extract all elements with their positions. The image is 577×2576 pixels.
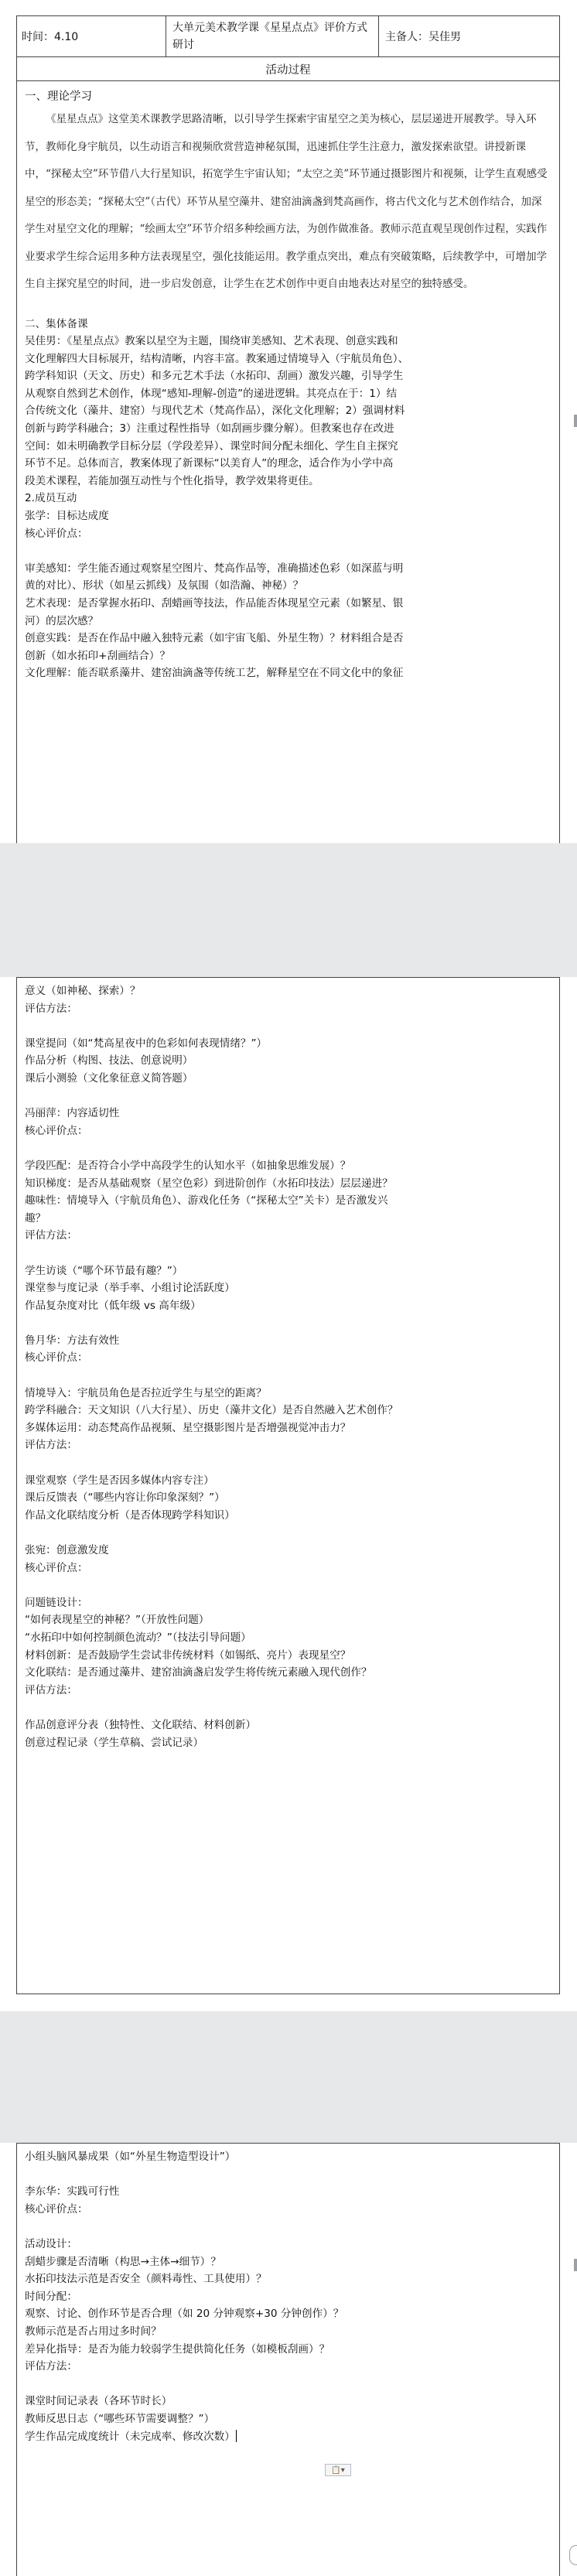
- practicality-lines: [25, 2148, 551, 2445]
- text-line: 意义（如神秘、探索）？: [25, 985, 141, 997]
- prep-lines: [25, 316, 551, 682]
- text-line: 教师反思日志（“哪些环节需要调整？”）: [25, 2412, 215, 2425]
- text-line: [25, 1577, 551, 1594]
- text-line: 合传统文化（藻井、建窑）与现代艺术（梵高作品），深化文化理解；2）强调材料: [25, 405, 405, 418]
- text-line: 跨学科知识（天文、历史）和多元艺术手法（水拓印、刮画）激发兴趣，引导学生: [25, 370, 404, 383]
- text-line: 审美感知：学生能否通过观察星空图片、梵高作品等，准确描述色彩（如深蓝与明: [25, 562, 404, 575]
- text-line: 水拓印技法示范是否安全（颜料毒性、工具使用）？: [25, 2273, 267, 2286]
- text-line: [25, 1245, 551, 1262]
- text-line: 作品复杂度对比（低年级 vs 高年级）: [25, 1299, 201, 1312]
- theory-section: [25, 106, 551, 299]
- text-line: 多媒体运用：动态梵高作品视频、星空摄影图片是否增强视觉冲击力？: [25, 1421, 351, 1434]
- text-line: 核心评价点：: [25, 2202, 88, 2216]
- text-line: 鲁月华：方法有效性: [25, 1334, 120, 1347]
- time-cell[interactable]: 时间：4.10: [22, 31, 79, 43]
- text-line: 文化理解四大目标展开，结构清晰，内容丰富。教案通过情境导入（宇航员角色）、: [25, 352, 409, 365]
- text-line: 趣？: [25, 1211, 46, 1225]
- text-line: 核心评价点：: [25, 1561, 88, 1574]
- text-line: 文化联结：是否通过藻井、建窑油滴盏启发学生将传统元素融入现代创作？: [25, 1666, 372, 1679]
- theory-paragraph: 《星星点点》这堂美术课教学思路清晰，以引导学生探索宇宙星空之美为核心，层层递进开展教学。导入环节，教师化身宇航员，以生动语言和视频欣赏营造神秘氛围，迅速抓住学生注意力，激发探索欲望。讲授新课中，“探秘太空”环节借八大行星知识，拓宽学生宇宙认知；“太空之美”环节通过摄影图片和视频，让学生直观感受星空的形态美；“探秘太空”（古代）环节从星空藻井、建窑油滴盏到梵高画作，将古代文化与艺术创作结合，加深学生对星空文化的理解；“绘画太空”环节介绍多种绘画方法，为创作做准备。教师示范直观呈现创作过程，实践作业要求学生综合运用多种方法表现星空，强化技能运用。教学重点突出，难点有突破策略，后续教学中，可增加学生自主探究星空的时间，进一步启发创意，让学生在艺术创作中更自由地表达对星空的独特感受。: [25, 113, 548, 290]
- text-line: 材料创新：是否鼓励学生尝试非传统材料（如锡纸、亮片）表现星空？: [25, 1648, 351, 1662]
- text-line: 吴佳男：《星星点点》教案以星空为主题，围绕审美感知、艺术表现、创意实践和: [25, 335, 398, 348]
- evaluation-table: [16, 15, 560, 843]
- text-line: 空间：如未明确教学目标分层（学段差异）、课堂时间分配未细化、学生自主探究: [25, 439, 398, 453]
- process-title-row: [17, 57, 559, 81]
- text-line: 刮蜡步骤是否清晰（构思→主体→细节）？: [25, 2255, 221, 2268]
- text-line: 核心评价点：: [25, 1124, 88, 1137]
- page-side-marker: [574, 415, 577, 427]
- host-cell[interactable]: 主备人：吴佳男: [378, 16, 559, 56]
- text-line: 学段匹配：是否符合小学中高段学生的认知水平（如抽象思维发展）？: [25, 1159, 351, 1172]
- text-line: 黄的对比）、形状（如星云抓线）及氛围（如浩瀚、神秘）？: [25, 579, 304, 593]
- paste-options-icon[interactable]: 📋▾: [325, 2464, 351, 2476]
- text-line: 教师示范是否占用过多时间？: [25, 2325, 162, 2338]
- text-line: 段美术课程，若能加强互动性与个性化指导，教学效果将更佳。: [25, 474, 319, 487]
- document-page-3: [0, 2143, 577, 2576]
- text-line: 作品文化联结度分析（是否体现跨学科知识）: [25, 1508, 235, 1522]
- process-title[interactable]: 活动过程: [265, 63, 311, 77]
- table-header-row: [17, 16, 559, 57]
- text-line: 课后小测验（文化象征意义简答题）: [25, 1071, 193, 1085]
- theory-heading: 一、理论学习: [25, 91, 92, 103]
- text-line: 创新与跨学科融合；3）注重过程性指导（如刮画步骤分解）。但教案也存在改进: [25, 422, 394, 436]
- text-line: [25, 1314, 551, 1332]
- text-line: 李东华：实践可行性: [25, 2185, 120, 2198]
- document-page-1: [0, 0, 577, 843]
- text-line: [25, 2376, 551, 2393]
- text-line: [25, 2218, 551, 2236]
- process-content-continued-2[interactable]: [17, 2144, 559, 2445]
- title-cell[interactable]: 大单元美术教学课《星星点点》评价方式研讨: [166, 16, 378, 56]
- text-line: 河）的层次感？: [25, 614, 99, 627]
- text-line: 课堂提问（如“梵高星夜中的色彩如何表现情绪？”）: [25, 1037, 268, 1050]
- text-line: 创意实践：是否在作品中融入独特元素（如宇宙飞船、外星生物）？材料组合是否: [25, 632, 404, 645]
- text-line: 课堂观察（学生是否因多媒体内容专注）: [25, 1474, 214, 1487]
- interaction-lines: [25, 982, 551, 1751]
- text-line: 评估方法：: [25, 2360, 77, 2373]
- process-content[interactable]: [17, 81, 559, 682]
- text-line: 张学：目标达成度: [25, 510, 109, 523]
- evaluation-table-continued: [16, 977, 560, 1994]
- text-line: 冯丽萍：内容适切性: [25, 1107, 120, 1120]
- text-line: 作品分析（构图、技法、创意说明）: [25, 1054, 193, 1068]
- text-line: 文化理解：能否联系藻井、建窑油滴盏等传统工艺，解释星空在不同文化中的象征: [25, 667, 404, 680]
- text-line: [25, 1524, 551, 1542]
- text-line: 2.成员互动: [25, 492, 77, 505]
- text-line: “水拓印中如何控制颜色流动？”（技法引导问题）: [25, 1631, 251, 1644]
- text-line: 时间分配：: [25, 2290, 77, 2303]
- text-line: [25, 1017, 551, 1035]
- text-line: 张宛：创意激发度: [25, 1544, 109, 1556]
- text-line: 核心评价点：: [25, 1351, 88, 1365]
- text-line: 趣味性：情境导入（宇航员角色）、游戏化任务（“探秘太空”关卡）是否激发兴: [25, 1194, 388, 1208]
- text-line: 学生访谈（“哪个环节最有趣？”）: [25, 1264, 183, 1277]
- text-line: 艺术表现：是否掌握水拓印、刮蜡画等技法，作品能否体现星空元素（如繁星、银: [25, 597, 404, 610]
- process-content-continued[interactable]: [17, 978, 559, 1751]
- text-line: [25, 2166, 551, 2184]
- text-line: 评估方法：: [25, 1683, 77, 1696]
- text-line: 评估方法：: [25, 1229, 77, 1242]
- page-side-marker: [574, 2259, 577, 2271]
- text-line: “如何表现星空的神秘？”（开放性问题）: [25, 1614, 210, 1627]
- text-line: [25, 1454, 551, 1472]
- text-line: 从观察自然到艺术创作，体现“感知-理解-创造”的递进逻辑。其亮点在于：1）结: [25, 387, 398, 400]
- text-line: 创新（如水拓印+刮画结合）？: [25, 649, 171, 662]
- text-line: [25, 1088, 551, 1105]
- text-line: 差异化指导：是否为能力较弱学生提供简化任务（如模板刮画）？: [25, 2342, 330, 2356]
- text-line: 跨学科融合：天文知识（八大行星）、历史（藻井文化）是否自然融入艺术创作？: [25, 1404, 398, 1417]
- text-line: 评估方法：: [25, 1439, 77, 1452]
- text-line: 课堂参与度记录（举手率、小组讨论活跃度）: [25, 1282, 235, 1295]
- text-line: 知识梯度：是否从基础观察（星空色彩）到进阶创作（水拓印技法）层层递进？: [25, 1177, 393, 1190]
- text-line: 环节不足。总体而言，教案体现了新课标“以美育人”的理念，适合作为小学中高: [25, 457, 394, 470]
- text-line: [25, 1139, 551, 1157]
- text-line: 问题链设计：: [25, 1596, 88, 1609]
- text-line: 课后反馈表（“哪些内容让你印象深刻？”）: [25, 1491, 225, 1505]
- text-line: 评估方法：: [25, 1002, 77, 1015]
- text-line: 课堂时间记录表（各环节时长）: [25, 2395, 172, 2408]
- evaluation-table-continued-2: [16, 2143, 560, 2576]
- text-line: 二、集体备课: [25, 317, 88, 330]
- text-line: 观察、讨论、创作环节是否合理（如 20 分钟观察+30 分钟创作）？: [25, 2308, 344, 2321]
- text-line: [25, 1367, 551, 1385]
- text-cursor: [236, 2430, 237, 2442]
- document-page-2: [0, 977, 577, 2011]
- text-line: 活动设计：: [25, 2237, 77, 2250]
- text-line: 作品创意评分表（独特性、文化联结、材料创新）: [25, 1718, 257, 1731]
- table-resize-handle[interactable]: [569, 2545, 577, 2565]
- text-line: 创意过程记录（学生草稿、尝试记录）: [25, 1736, 204, 1749]
- text-line: 小组头脑风暴成果（如“外星生物造型设计”）: [25, 2151, 236, 2163]
- text-line: [25, 1699, 551, 1717]
- text-line: 学生作品完成度统计（未完成率、修改次数）: [25, 2430, 235, 2443]
- text-line: [25, 542, 551, 560]
- text-line: 核心评价点：: [25, 527, 88, 540]
- text-line: 情境导入：宇航员角色是否拉近学生与星空的距离？: [25, 1386, 267, 1399]
